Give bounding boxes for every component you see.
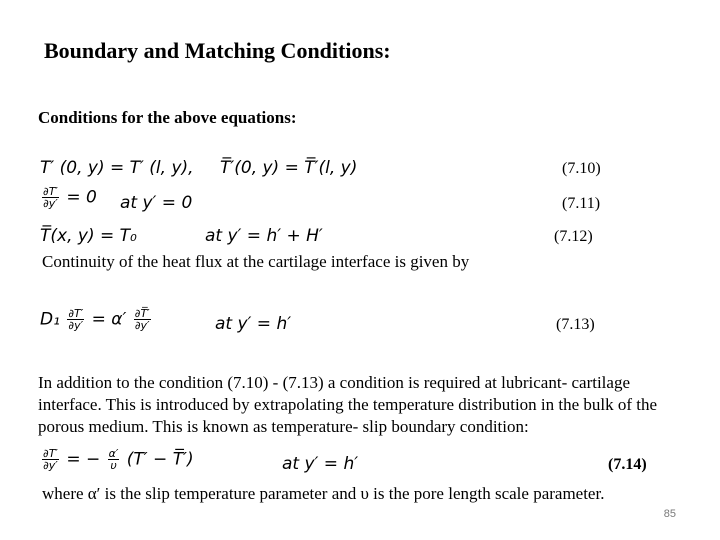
partial-fraction: $\frac{\partial T'}{\partial y'}$ — [43, 185, 58, 210]
equation-7-14: $\frac{\partial T'}{\partial y'}$ = − $\frac{\alpha'}{\upsilon}$ (T′ − T̅′) — [43, 447, 194, 472]
subheading: Conditions for the above equations: — [38, 108, 297, 127]
equation-label-7-10: (7.10) — [562, 160, 601, 177]
continuity-text: Continuity of the heat flux at the cartilage interface is given by — [42, 252, 470, 271]
equation-7-13: D₁ $\frac{\partial T'}{\partial y'}$ = α′ $\frac{\partial T̅'}{\partial y'}$ — [40, 307, 150, 332]
equation-7-10-lhs: T′ (0, y) = T′ (l, y), — [40, 158, 194, 178]
equation-7-14-condition: at y′ = h′ — [282, 454, 359, 474]
partial-fraction: $\frac{\partial T̅'}{\partial y'}$ — [134, 307, 150, 332]
equation-label-7-12: (7.12) — [554, 228, 593, 245]
equation-label-7-13: (7.13) — [556, 316, 595, 333]
body-paragraph: In addition to the condition (7.10) - (7.13) a condition is required at lubricant- cartilage interface. This is introduced by extrapolating the temperature distribution in the bulk of the porous medium. This is known as temperature- slip boundary condition: — [38, 373, 658, 436]
partial-fraction: $\frac{\partial T'}{\partial y'}$ — [43, 447, 58, 472]
partial-fraction: $\frac{\partial T'}{\partial y'}$ — [68, 307, 84, 332]
equation-7-11: $\frac{\partial T'}{\partial y'}$ = 0 — [43, 185, 97, 210]
slide-title: Boundary and Matching Conditions: — [44, 38, 391, 63]
equation-label-7-14: (7.14) — [608, 456, 647, 473]
equation-label-7-11: (7.11) — [562, 195, 601, 212]
equation-7-10-mid: T̅′(0, y) = T̅′(l, y) — [220, 158, 358, 178]
page-number: 85 — [663, 508, 676, 520]
equation-7-13-condition: at y′ = h′ — [215, 314, 292, 334]
where-text: where α′ is the slip temperature parameter and υ is the pore length scale parameter. — [42, 484, 605, 503]
equation-7-11-condition: at y′ = 0 — [120, 193, 193, 213]
equation-7-12-lhs: T̅(x, y) = T₀ — [40, 226, 137, 246]
equation-7-12-condition: at y′ = h′ + H′ — [205, 226, 323, 246]
fraction-alpha-over-upsilon: $\frac{\alpha'}{\upsilon}$ — [108, 447, 119, 472]
